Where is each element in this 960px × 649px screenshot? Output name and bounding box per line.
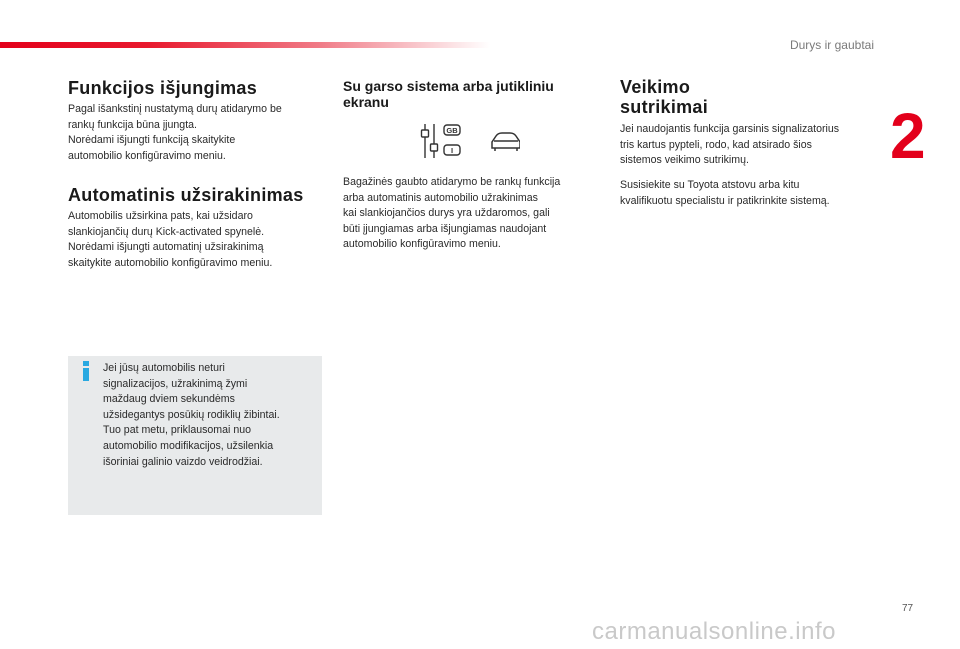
text-line: maždaug dviem sekundėms	[103, 393, 235, 406]
heading-veikimo-sutrikimai	[620, 77, 840, 117]
text-line: rankų funkcija būna įjungta.	[68, 118, 197, 131]
page-number: 77	[902, 603, 914, 614]
text-line: automobilio modifikacijos, užsilenkia	[103, 439, 274, 452]
paragraph-automatinis	[68, 209, 338, 271]
section-title: Durys ir gaubtai	[789, 38, 874, 52]
text-line: slankiojančių durų Kick-activated spynelė.	[68, 225, 265, 238]
text-line: Automobilis užsirkina pats, kai užsidaro	[68, 210, 253, 222]
text-line: arba automatinis automobilio užrakinimas	[343, 191, 538, 204]
settings-icons	[420, 122, 520, 160]
car-icon	[492, 133, 520, 151]
heading-garso-sistema	[343, 78, 603, 110]
text-line: Susisiekite su Toyota atstovu arba kitu	[620, 179, 800, 191]
text-line: skaitykite automobilio konfigūravimo meniu.	[68, 256, 273, 269]
text-line: užsidegantys posūkių rodiklių žibintai.	[103, 408, 280, 421]
chapter-number: 2	[890, 100, 926, 172]
paragraph-funkcijos	[68, 102, 338, 164]
text-line: Pagal išankstinį nustatymą durų atidarymo be	[68, 103, 282, 115]
text-line: signalizacijos, užrakinimą žymi	[103, 377, 248, 390]
gb-label: GB	[446, 126, 458, 135]
paragraph-sutrikimai-1	[620, 122, 890, 169]
info-text	[103, 361, 318, 470]
paragraph-sutrikimai-2	[620, 178, 890, 209]
heading-line: ekranu	[343, 94, 389, 110]
text-line: Tuo pat metu, priklausomai nuo	[103, 424, 251, 437]
text-line: Norėdami išjungti automatinį užsirakinimą	[68, 241, 264, 254]
text-line: Jei naudojantis funkcija garsinis signalizatorius	[620, 123, 840, 135]
text-line: sistemos veikimo sutrikimų.	[620, 154, 749, 167]
watermark: carmanualsonline.info	[592, 618, 836, 645]
text-line: automobilio konfigūravimo meniu.	[68, 149, 226, 162]
header-red-bar	[0, 42, 490, 48]
heading-line: sutrikimai	[620, 97, 709, 117]
info-icon	[80, 361, 92, 381]
text-line: Bagažinės gaubto atidarymo be rankų funkcija	[343, 176, 561, 188]
paragraph-garso	[343, 175, 613, 253]
text-line: kvalifikuotu specialistu ir patikrinkite sistemą.	[620, 194, 830, 207]
text-line: Jei jūsų automobilis neturi	[103, 362, 225, 374]
text-line: tris kartus pypteli, rodo, kad atsirado šios	[620, 138, 812, 151]
heading-line: Su garso sistema arba jutikliniu	[343, 78, 554, 94]
heading-automatinis-uzsirakinimas: Automatinis užsirakinimas	[68, 185, 304, 205]
heading-funkcijos-isjungimas: Funkcijos išjungimas	[68, 78, 258, 98]
text-line: išoriniai galinio vaizdo veidrodžiai.	[103, 455, 263, 468]
heading-line: Veikimo	[620, 77, 691, 97]
text-line: Norėdami išjungti funkciją skaitykite	[68, 134, 236, 147]
text-line: automobilio konfigūravimo meniu.	[343, 238, 501, 251]
i-label: I	[450, 146, 454, 155]
text-line: kai slankiojančios durys yra uždaromos, gali	[343, 207, 550, 220]
text-line: būti įjungiamas arba išjungiamas naudojant	[343, 222, 547, 235]
